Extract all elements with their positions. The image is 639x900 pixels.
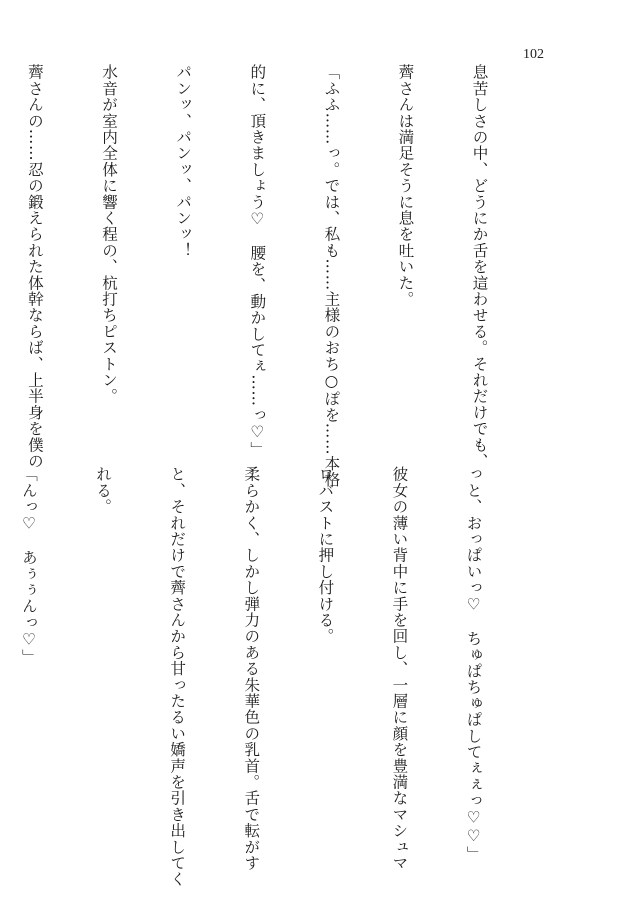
text-line: 的に、頂きましょう♡ 腰を、動かしてぇ……っ♡」 (248, 64, 267, 458)
text-block-top (0, 64, 541, 488)
page-number: 102 (523, 47, 544, 62)
text-line: パンッ、パンッ、パンッ！ (174, 64, 193, 259)
text-line: 彼女の薄い背中に手を回し、一層に顔を豊満なマシュマ (390, 466, 409, 871)
text-line: と、それだけで薺さんから甘ったるい嬌声を引き出してく (168, 466, 187, 888)
text-line: ロバストに押し付ける。 (316, 466, 335, 645)
text-line: 息苦しさの中、どうにか舌を這わせる。それだけでも、 (470, 64, 489, 469)
text-line: れる。 (94, 466, 113, 515)
text-line: 「ふふ……っ。では、私も……主様のおち○ぽを……本格 (322, 64, 341, 488)
text-line: っと、おっぱいっ♡ ちゅぱちゅぱしてぇぇっ♡♡」 (464, 466, 483, 862)
text-line: 水音が室内全体に響く程の、杭打ちピストン。 (100, 64, 119, 405)
text-line: 薺さんは満足そうに息を吐いた。 (396, 64, 415, 307)
text-block-bottom (0, 466, 535, 888)
text-line: 「んっ♡ あぅぅんっ♡」 (19, 466, 38, 666)
text-line: 薺さんの……忍の鍛えられた体幹ならば、上半身を僕の (25, 64, 44, 469)
text-line: 柔らかく、しかし弾力のある朱華色の乳首。舌で転がす (242, 466, 261, 871)
